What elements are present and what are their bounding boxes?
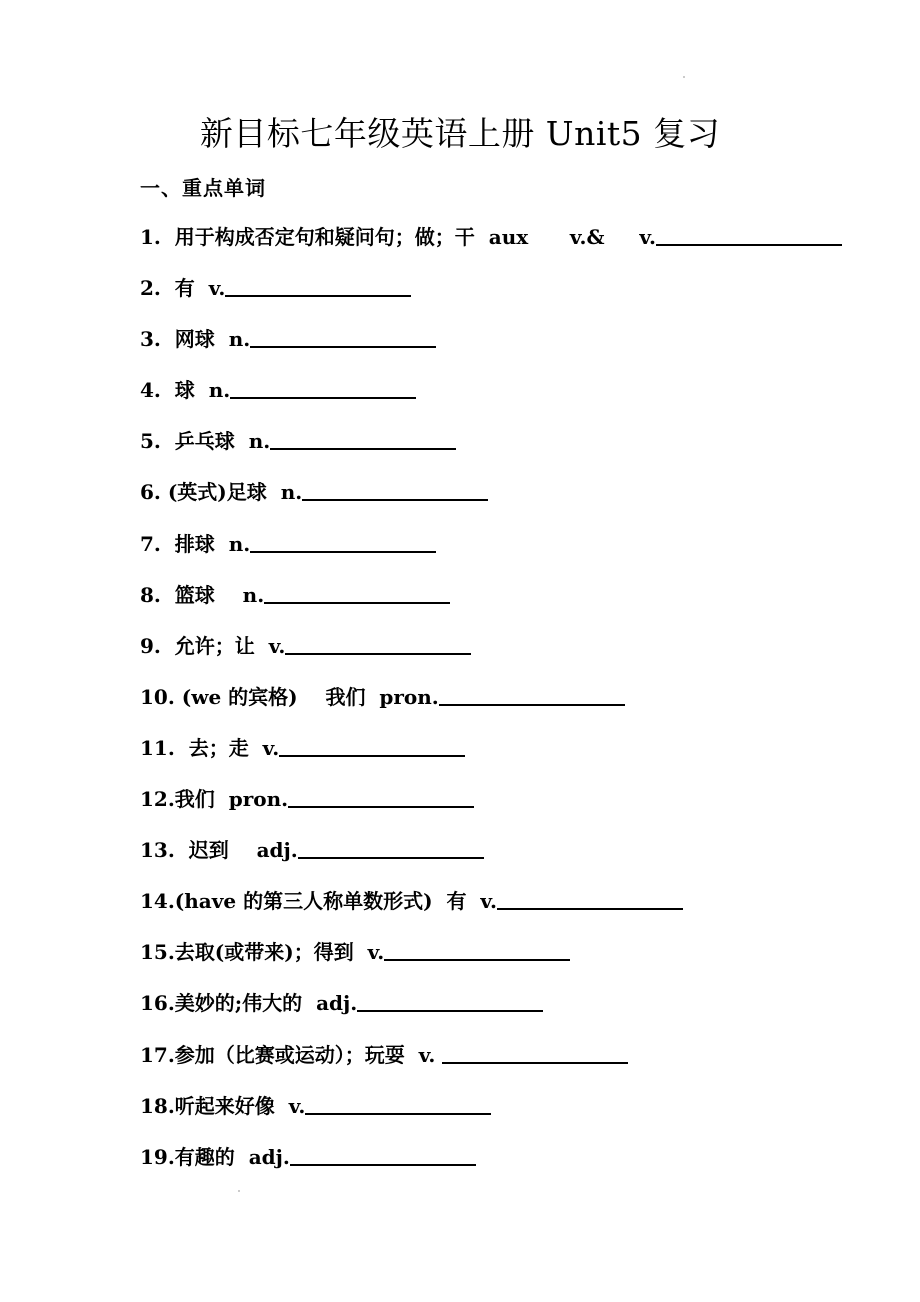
list-item: [140, 937, 842, 988]
section-heading: 一、重点单词: [140, 176, 266, 200]
answer-blank[interactable]: [250, 324, 436, 348]
list-item: [140, 273, 842, 324]
page-title: 新目标七年级英语上册 Unit5 复习: [199, 114, 721, 153]
list-item: [140, 1091, 842, 1142]
item-text: 1. 用于构成否定句和疑问句；做；干 aux v.& v.: [140, 225, 656, 249]
item-text: 7. 排球 n.: [140, 531, 251, 556]
item-text: 13. 迟到 adj.: [140, 838, 298, 863]
list-item: [140, 682, 842, 733]
list-item: [140, 426, 842, 477]
answer-blank[interactable]: [290, 1142, 476, 1166]
item-text: 12.我们 pron.: [140, 787, 289, 812]
item-text: 9. 允许；让 v.: [140, 633, 286, 658]
list-item: [140, 580, 842, 631]
item-text: 3. 网球 n.: [140, 327, 251, 352]
list-item: [140, 835, 842, 886]
item-text: 2. 有 v.: [140, 276, 226, 301]
item-text: 19.有趣的 adj.: [140, 1144, 290, 1169]
item-text: 14.(have 的第三人称单数形式) 有 v.: [140, 889, 497, 914]
list-item: [140, 631, 842, 682]
item-text: 16.美妙的;伟大的 adj.: [140, 991, 358, 1016]
answer-blank[interactable]: [357, 988, 543, 1012]
answer-blank[interactable]: [264, 580, 450, 604]
speck-top: [683, 76, 685, 78]
answer-blank[interactable]: [250, 529, 436, 553]
answer-blank[interactable]: [442, 1040, 628, 1064]
item-text: 4. 球 n.: [140, 378, 231, 403]
list-item: [140, 784, 842, 835]
item-text: 17.参加（比赛或运动）；玩耍 v.: [140, 1042, 443, 1067]
item-text: 11. 去；走 v.: [140, 735, 280, 760]
list-item: [140, 324, 842, 375]
list-item: [140, 529, 842, 580]
answer-blank[interactable]: [298, 835, 484, 859]
list-item: [140, 886, 842, 937]
answer-blank[interactable]: [439, 682, 625, 706]
item-text: 5. 乒乓球 n.: [140, 429, 271, 454]
list-item: [140, 1040, 842, 1091]
list-item: [140, 988, 842, 1039]
item-text: 8. 篮球 n.: [140, 582, 265, 607]
item-text: 15.去取(或带来)；得到 v.: [140, 940, 385, 965]
item-text: 18.听起来好像 v.: [140, 1093, 306, 1118]
list-item: [140, 375, 842, 426]
list-item: [140, 1142, 842, 1193]
list-item: [140, 222, 842, 273]
vocabulary-list: [140, 222, 842, 1193]
item-text: 6. (英式)足球 n.: [140, 480, 303, 505]
answer-blank[interactable]: [302, 477, 488, 501]
answer-blank[interactable]: [270, 426, 456, 450]
answer-blank[interactable]: [279, 733, 465, 757]
answer-blank[interactable]: [497, 886, 683, 910]
answer-blank[interactable]: [230, 375, 416, 399]
answer-blank[interactable]: [285, 631, 471, 655]
answer-blank[interactable]: [656, 222, 842, 246]
list-item: [140, 477, 842, 528]
answer-blank[interactable]: [288, 784, 474, 808]
answer-blank[interactable]: [225, 273, 411, 297]
item-text: 10. (we 的宾格) 我们 pron.: [140, 684, 439, 709]
list-item: [140, 733, 842, 784]
answer-blank[interactable]: [305, 1091, 491, 1115]
answer-blank[interactable]: [384, 937, 570, 961]
